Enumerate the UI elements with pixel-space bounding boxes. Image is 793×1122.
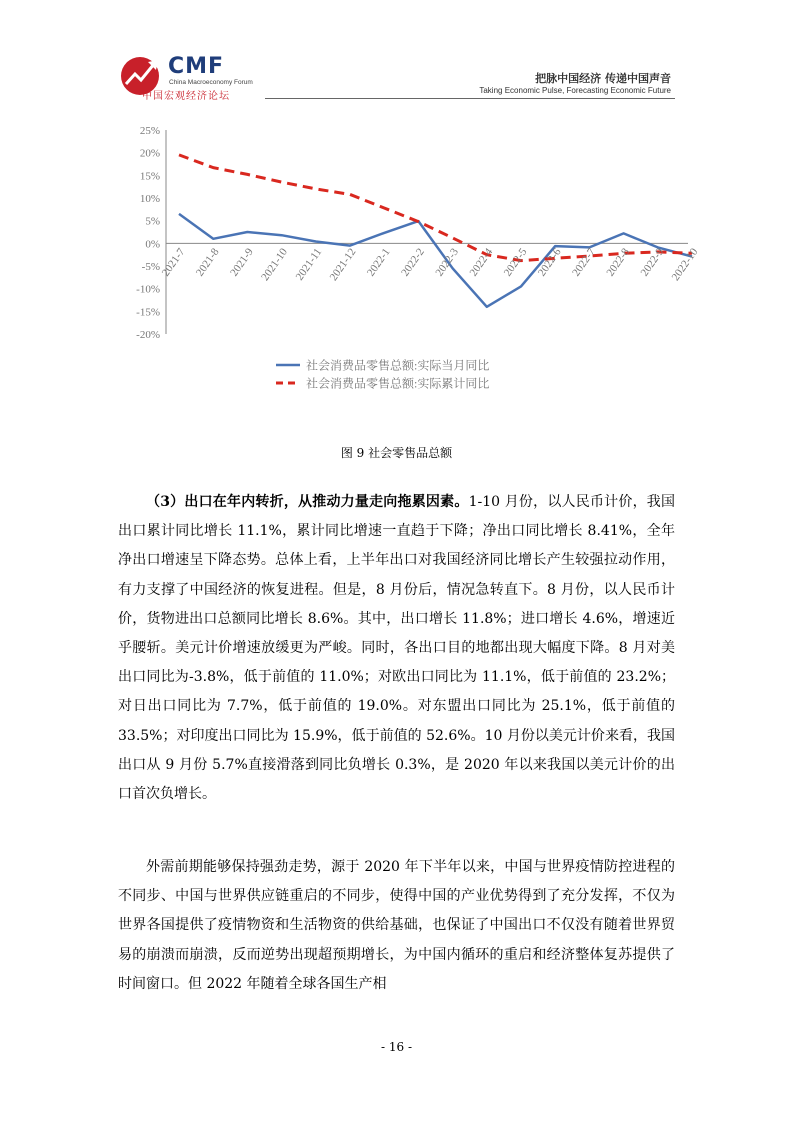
paragraph-export bbox=[118, 488, 675, 809]
y-tick-label: 5% bbox=[145, 215, 160, 228]
paragraph-external-demand: 外需前期能够保持强劲走势，源于 2020 年下半年以来，中国与世界疫情防控进程的不同步、中国与世界供应链重启的不同步，使得中国的产业优势得到了充分发挥，不仅为世界各国提供了疫情物资和生活物资的供给基础，也保证了中国出口不仅没有随着世界贸易的崩溃而崩溃，反而逆势出现超预期增长，为中国内循环的重启和经济整体复苏提供了时间窗口。但 2022 年随着全球各国生产相 bbox=[118, 859, 675, 992]
legend-label-monthly: 社会消费品零售总额:实际当月同比 bbox=[306, 358, 490, 373]
legend-label-cumulative: 社会消费品零售总额:实际累计同比 bbox=[306, 376, 490, 391]
x-tick-label: 2022-8 bbox=[604, 246, 633, 279]
x-tick-label: 2021-7 bbox=[159, 246, 188, 279]
retail-sales-chart bbox=[118, 118, 708, 418]
page-number: - 16 - bbox=[380, 1040, 412, 1054]
chart-svg bbox=[118, 118, 708, 418]
y-tick-label: 15% bbox=[139, 170, 160, 183]
y-tick-label: 25% bbox=[139, 125, 160, 137]
y-tick-label: 20% bbox=[139, 147, 160, 160]
y-tick-label: 10% bbox=[139, 193, 160, 205]
x-tick-label: 2022-10 bbox=[669, 246, 701, 284]
y-tick-label: 0% bbox=[145, 238, 160, 251]
x-tick-label: 2022-2 bbox=[399, 246, 427, 279]
paragraph-export-body: 1-10 月份，以人民币计价，我国出口累计同比增长 11.1%，累计同比增速一直趋于下降；净出口同比增长 8.41%，全年净出口增速呈下降态势。总体上看，上半年出口对我国经济同比增长产生较强拉动作用，有力支撑了中国经济的恢复进程。但是，8 月份后，情况急转直下。8 月份，以人民币计价，货物进出口总额同比增长 8.6%。其中，出口增长 11.8%；进口增长 4.6%，增速近乎腰斩。美元计价增速放缓更为严峻。同时，各出口目的地都出现大幅度下降。8 月对美出口同比为-3.8%，低于前值的 11.0%；对欧出口同比为 11.1%，低于前值的 23.2%；对日出口同比为 7.7%，低于前值的 19.0%。对东盟出口同比为 25.1%，低于前值的 33.5%；对印度出口同比为 15.9%，低于前值的 52.6%。10 月份以美元计价来看，我国出口从 9 月份 5.7%直接滑落到同比负增长 0.3%，是 2020 年以来我国以美元计价的出口首次负增长。 bbox=[118, 494, 675, 803]
figure-caption: 图 9 社会零售品总额 bbox=[340, 446, 453, 460]
x-tick-label: 2022-1 bbox=[364, 246, 393, 279]
header-slogan-en: Taking Economic Pulse, Forecasting Economic Future bbox=[479, 86, 671, 95]
x-tick-label: 2021-11 bbox=[293, 246, 325, 283]
x-tick-label: 2021-9 bbox=[228, 246, 256, 279]
x-tick-label: 2022-5 bbox=[501, 246, 530, 279]
x-tick-label: 2021-10 bbox=[259, 246, 291, 284]
y-tick-label: -15% bbox=[136, 306, 160, 319]
paragraph-export-lead: （3）出口在年内转折，从推动力量走向拖累因素。 bbox=[146, 494, 469, 510]
x-tick-label: 2022-7 bbox=[570, 246, 598, 279]
x-tick-label: 2021-8 bbox=[193, 246, 222, 279]
x-tick-label: 2022-9 bbox=[638, 246, 667, 279]
y-tick-label: -10% bbox=[136, 283, 160, 296]
header-rule bbox=[265, 98, 675, 99]
x-tick-label: 2022-3 bbox=[433, 246, 462, 279]
x-tick-label: 2022-6 bbox=[535, 246, 564, 279]
x-tick-label: 2022-4 bbox=[467, 246, 496, 279]
logo-english: China Macroeconomy Forum bbox=[169, 79, 253, 86]
y-tick-label: -20% bbox=[136, 329, 160, 341]
y-tick-label: -5% bbox=[141, 261, 160, 273]
x-tick-label: 2021-12 bbox=[327, 246, 359, 284]
logo-text: CMF bbox=[168, 54, 225, 79]
logo-chinese: 中国宏观经济论坛 bbox=[142, 91, 230, 102]
cmf-logo bbox=[118, 52, 278, 104]
header-slogan-cn: 把脉中国经济 传递中国声音 bbox=[535, 72, 671, 85]
